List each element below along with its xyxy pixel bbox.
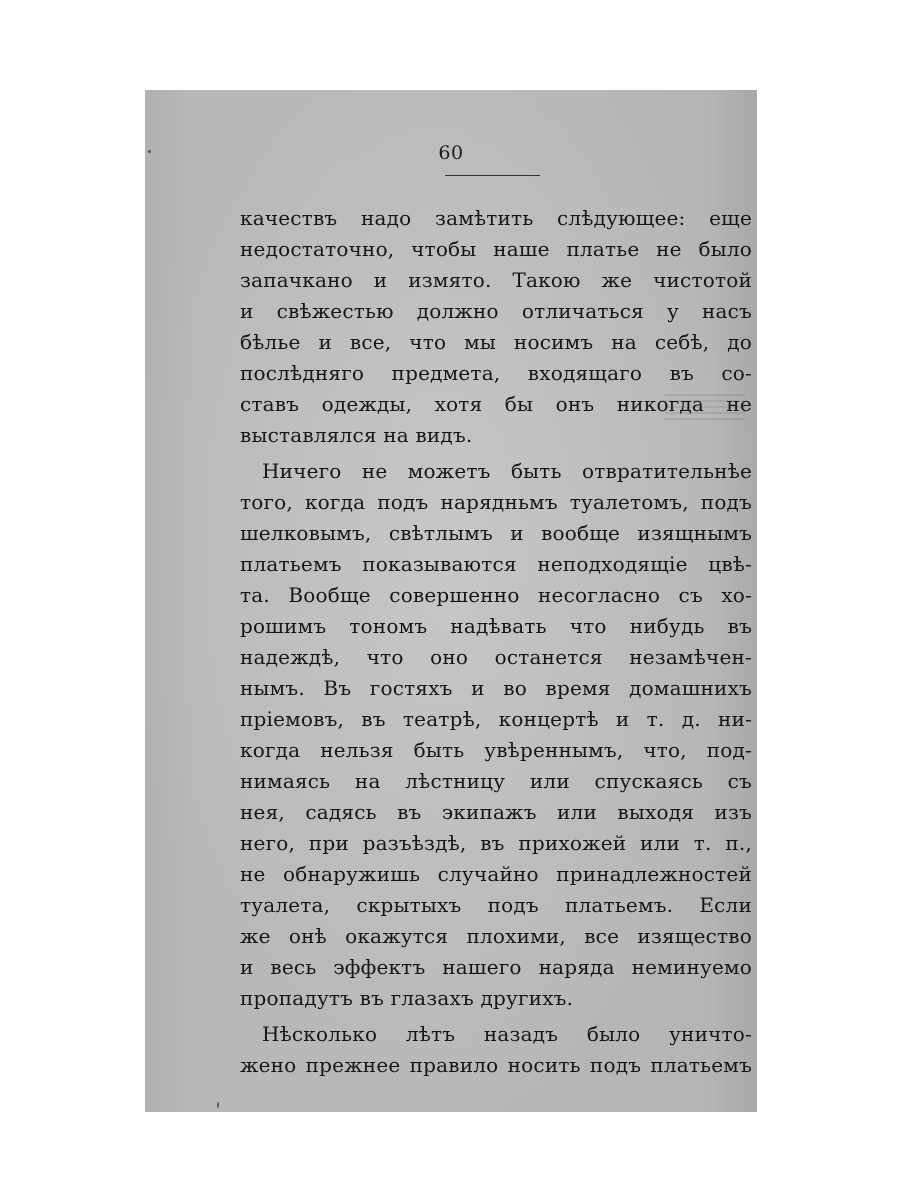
- text-line: рошимъ тономъ надѣвать что нибудь въ: [240, 614, 752, 638]
- text-line: же онѣ окажутся плохими, все изящество: [240, 924, 752, 948]
- paragraph: [262, 1019, 752, 1050]
- text-line: и весь эффектъ нашего наряда неминуемо: [240, 955, 752, 979]
- text-line: качествъ надо замѣтить слѣдующее: еще: [240, 206, 752, 230]
- paragraph-continuation: [240, 487, 752, 1014]
- text-line: шелковымъ, свѣтлымъ и вообще изящнымъ: [240, 521, 752, 545]
- text-line: Нѣсколько лѣтъ назадъ было уничто-: [262, 1022, 752, 1046]
- text-line: выставлялся на видъ.: [240, 423, 473, 447]
- text-line: пропадутъ въ глазахъ другихъ.: [240, 986, 574, 1010]
- paragraph-continuation: [240, 1050, 752, 1081]
- text-line: та. Вообще совершенно несогласно съ хо-: [240, 583, 752, 607]
- text-line: когда нельзя быть увѣреннымъ, что, под-: [240, 738, 752, 762]
- text-line: запачкано и измято. Такою же чистотой: [240, 268, 752, 292]
- text-line: бѣлье и все, что мы носимъ на себѣ, до: [240, 330, 752, 354]
- text-line: туалета, скрытыхъ подъ платьемъ. Если: [240, 893, 752, 917]
- text-line: нимаясь на лѣстницу или спускаясь съ: [240, 769, 752, 793]
- text-line: пріемовъ, въ театрѣ, концертѣ и т. д. ни-: [240, 707, 752, 731]
- header-rule: [445, 175, 540, 176]
- text-line: надеждѣ, что оно останется незамѣчен-: [240, 645, 752, 669]
- paragraph: [240, 203, 752, 451]
- text-line: него, при разъѣздѣ, въ прихожей или т. п.,: [240, 831, 752, 855]
- text-line: нымъ. Въ гостяхъ и во время домашнихъ: [240, 676, 752, 700]
- paragraph: [262, 456, 752, 487]
- text-line: того, когда подъ нарядньмъ туалетомъ, подъ: [240, 490, 752, 514]
- body-text: [240, 203, 752, 1081]
- text-line: послѣдняго предмета, входящаго въ со-: [240, 361, 752, 385]
- text-line: ставъ одежды, хотя бы онъ никогда не: [240, 392, 752, 416]
- scanned-page: [145, 90, 757, 1112]
- page-number: 60: [438, 142, 464, 164]
- text-line: жено прежнее правило носить подъ платьемъ: [240, 1053, 752, 1077]
- dust-speck: [217, 1102, 219, 1108]
- text-line: Ничего не можетъ быть отвратительнѣе: [262, 459, 752, 483]
- text-line: не обнаружишь случайно принадлежностей: [240, 862, 752, 886]
- text-line: недостаточно, чтобы наше платье не было: [240, 237, 752, 261]
- text-line: и свѣжестью должно отличаться у насъ: [240, 299, 752, 323]
- text-line: платьемъ показываются неподходящіе цвѣ-: [240, 552, 752, 576]
- text-line: нея, садясь въ экипажъ или выходя изъ: [240, 800, 752, 824]
